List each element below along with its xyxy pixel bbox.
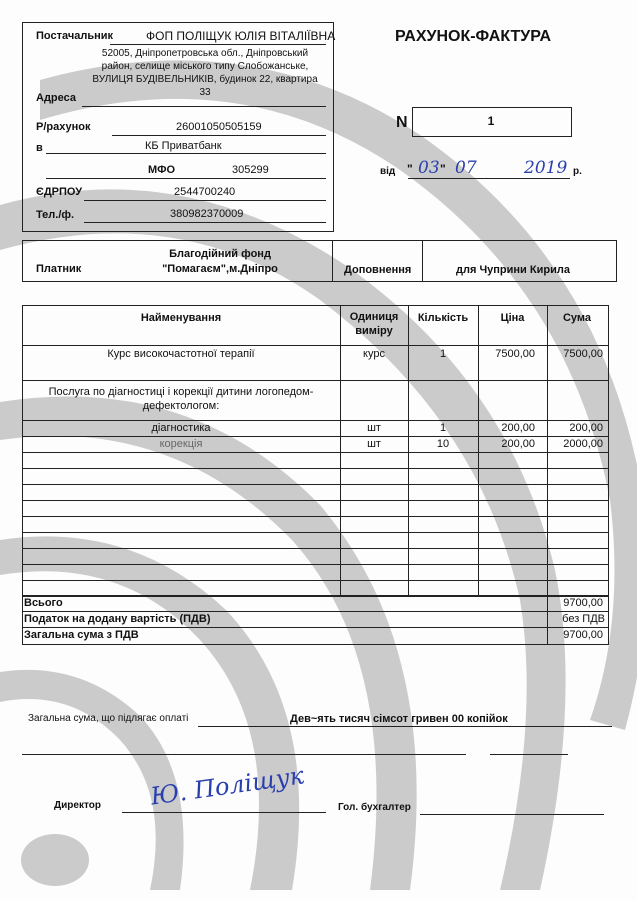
grand-total-value: 9700,00 <box>563 629 603 641</box>
account-label: Р/рахунок <box>36 121 91 133</box>
table-row-name: Курс високочастотної терапії <box>107 348 255 360</box>
date-suffix: р. <box>573 166 582 177</box>
table-row-sum: 2000,00 <box>563 438 603 450</box>
phone-label: Тел./ф. <box>36 209 75 221</box>
vat-value: без ПДВ <box>562 613 605 625</box>
total-label: Всього <box>24 597 63 609</box>
addition-value: для Чуприни Кирила <box>456 264 570 276</box>
addition-label: Доповнення <box>344 264 412 276</box>
table-row-qty: 10 <box>436 438 450 450</box>
header-qty: Кількість <box>417 312 469 324</box>
director-signature: Ю. Поліщук <box>148 761 306 811</box>
edrpou-value: 2544700240 <box>174 186 236 198</box>
payment-label: Загальна сума, що підлягає оплаті <box>28 713 189 724</box>
phone-value: 380982370009 <box>170 208 244 220</box>
header-name: Найменування <box>140 312 222 324</box>
invoice-number-label: N <box>396 114 408 131</box>
address-label: Адреса <box>36 92 76 104</box>
table-row-name: корекція <box>159 438 203 450</box>
mfo-value: 305299 <box>232 164 269 176</box>
date-from-label: від <box>380 166 396 177</box>
table-row-unit: курс <box>363 348 385 360</box>
table-row-sum: 200,00 <box>569 422 603 434</box>
edrpou-label: ЄДРПОУ <box>36 186 83 198</box>
date-month: 07 <box>455 158 477 178</box>
amount-in-words: Дев~ять тисяч сімсот гривен 00 копійок <box>290 713 508 725</box>
table-row-price: 200,00 <box>501 422 535 434</box>
bank-value: КБ Приватбанк <box>145 140 222 152</box>
table-row-sum: 7500,00 <box>563 348 603 360</box>
payer-name: Благодійний фонд "Помагаєм",м.Дніпро <box>162 248 278 275</box>
watermark-dot <box>21 834 89 886</box>
grand-total-label: Загальна сума з ПДВ <box>24 629 139 641</box>
date-day: 03 <box>418 158 440 178</box>
supplier-address: 52005, Дніпропетровська обл., Дніпровський район, селище міського типу Слобожанське, ВУЛИЦЯ БУДІВЕЛЬНИКІВ, будинок 22, квартира 33 <box>92 48 318 98</box>
mfo-label: МФО <box>148 164 176 176</box>
document-title: РАХУНОК-ФАКТУРА <box>395 28 552 45</box>
payer-label: Платник <box>36 263 82 275</box>
supplier-name: ФОП ПОЛІЩУК ЮЛІЯ ВІТАЛІЇВНА <box>146 29 336 43</box>
table-row-name: Послуга по діагностиці і корекції дитини логопедом- дефектологом: <box>48 386 314 412</box>
table-row-price: 7500,00 <box>495 348 535 360</box>
account-value: 26001050505159 <box>176 121 262 133</box>
table-row-name: діагностика <box>151 422 211 434</box>
supplier-label: Постачальник <box>36 30 113 42</box>
bank-label: в <box>36 142 43 154</box>
table-row-qty: 1 <box>439 422 447 434</box>
header-price: Ціна <box>500 312 525 324</box>
header-unit: Одиниця виміру <box>349 311 399 337</box>
vat-label: Податок на додану вартість (ПДВ) <box>24 613 211 625</box>
table-row-price: 200,00 <box>501 438 535 450</box>
table-row-unit: шт <box>367 438 381 450</box>
invoice-number: 1 <box>487 114 495 128</box>
date-year: 2019 <box>524 158 568 178</box>
director-label: Директор <box>54 800 101 811</box>
table-row-qty: 1 <box>439 348 447 360</box>
total-value: 9700,00 <box>563 597 603 609</box>
header-sum: Сума <box>562 312 592 324</box>
accountant-label: Гол. бухгалтер <box>338 802 411 813</box>
table-row-unit: шт <box>367 422 381 434</box>
